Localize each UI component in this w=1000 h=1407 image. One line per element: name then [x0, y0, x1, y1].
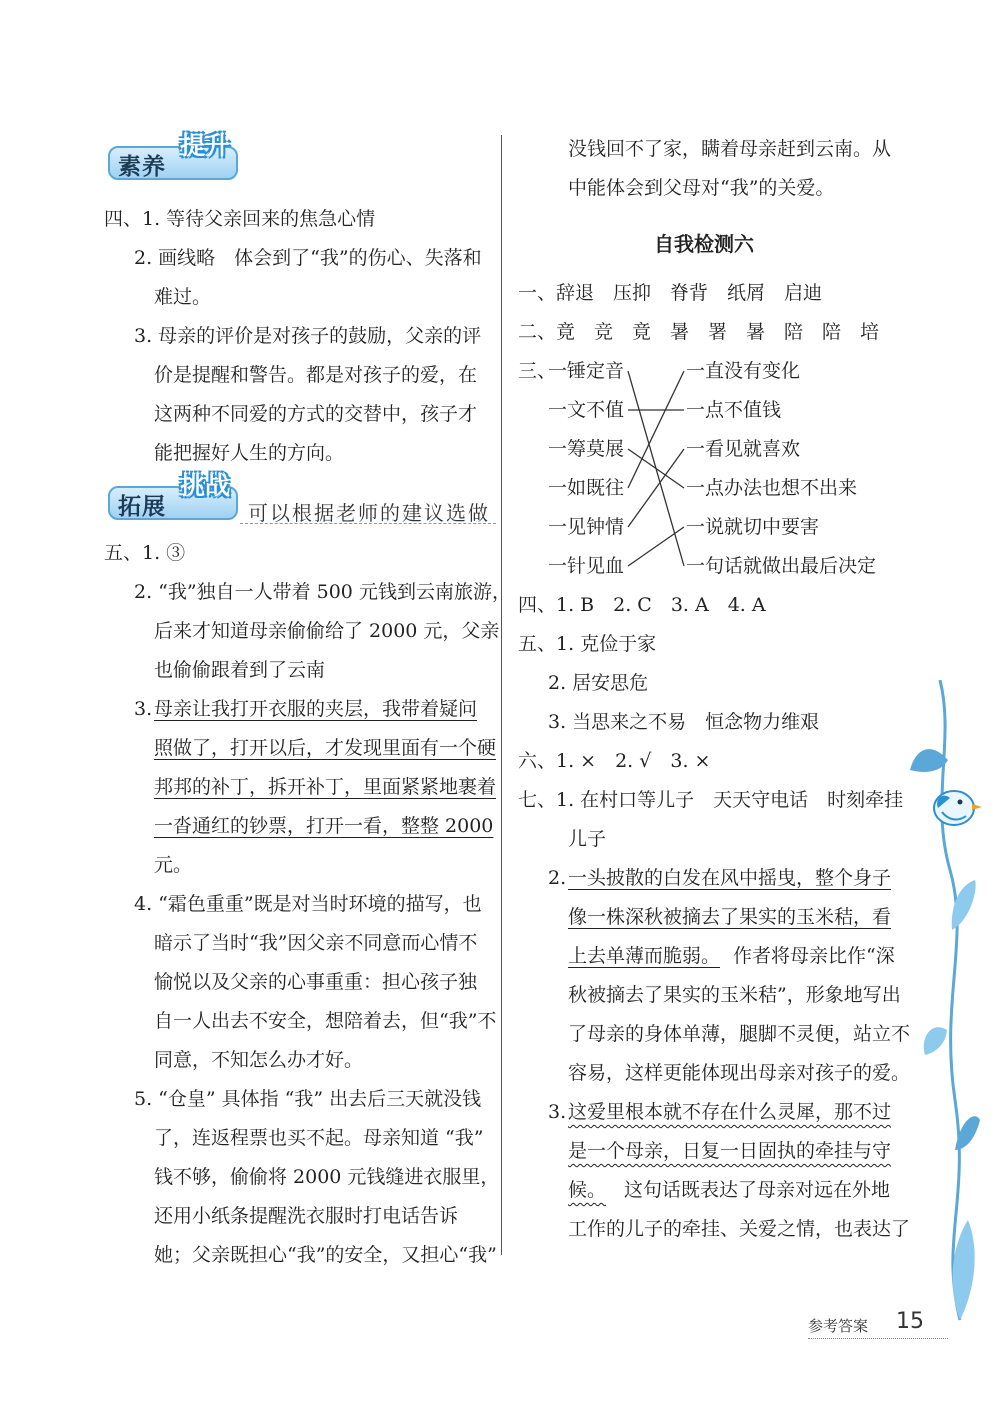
underlined-answer: 母亲让我打开衣服的夹层，我带着疑问	[154, 698, 478, 720]
answer-line: 七、1. 在村口等儿子 天天守电话 时刻牵挂	[518, 789, 904, 811]
answer-line-number: 3.	[134, 698, 153, 720]
match-left-item: 一如既往	[548, 477, 625, 499]
match-left-item: 一见钟情	[548, 516, 625, 538]
answer-line: 四、1. B 2. C 3. A 4. A	[518, 594, 766, 616]
badge-main-text: 素养	[118, 154, 166, 180]
answer-line: 一、辞退 压抑 脊背 纸屑 启迪	[518, 282, 823, 304]
answer-line: 儿子	[568, 828, 607, 850]
answer-line: 元。	[154, 854, 193, 876]
answer-line: 她；父亲既担心“我”的安全，又担心“我”	[154, 1244, 497, 1266]
tuozhan-tiaozhan-badge	[108, 471, 248, 520]
answer-line: 二、竟 竞 竟 暑 署 暑 陪 陪 培	[518, 321, 880, 343]
badge-main-text: 拓展	[118, 494, 166, 520]
answer-line: 同意，不知怎么办才好。	[154, 1049, 364, 1071]
answer-line: 价是提醒和警告。都是对孩子的爱，在	[154, 364, 478, 386]
underlined-answer: 像一株深秋被摘去了果实的玉米秸，看	[568, 906, 892, 928]
answer-line: 自一人出去不安全，想陪着去，但“我”不	[154, 1010, 497, 1032]
answer-line: 能把握好人生的方向。	[154, 442, 345, 464]
underlined-answer: 一头披散的白发在风中摇曳，整个身子	[568, 867, 892, 889]
match-connector	[628, 371, 684, 488]
answer-line: 没钱回不了家，瞒着母亲赶到云南。从	[568, 138, 892, 160]
answer-line: 中能体会到父母对“我”的关爱。	[568, 177, 835, 199]
footer-rule	[808, 1338, 948, 1339]
optional-hint: 可以根据老师的建议选做	[248, 501, 490, 525]
answer-line: 四、1. 等待父亲回来的焦急心情	[104, 208, 376, 230]
wavy-underlined-answer: 候。	[568, 1179, 607, 1201]
answer-line-number: 3.	[548, 1101, 567, 1123]
answer-line: 暗示了当时“我”因父亲不同意而心情不	[154, 932, 478, 954]
answer-line: 还用小纸条提醒洗衣服时打电话告诉	[154, 1205, 459, 1227]
match-right-item: 一句话就做出最后决定	[686, 555, 877, 577]
column-divider	[501, 135, 502, 1255]
answer-line: 这两种不同爱的方式的交替中，孩子才	[154, 403, 478, 425]
answer-line: 2. 画线略 体会到了“我”的伤心、失落和	[134, 247, 482, 269]
answer-line: 容易，这样更能体现出母亲对孩子的爱。	[568, 1062, 911, 1084]
underlined-answer: 一沓通红的钞票，打开一看，整整 2000	[154, 815, 494, 837]
answer-line: 了，连返程票也买不起。母亲知道 “我”	[154, 1127, 484, 1149]
answer-line: 工作的儿子的牵挂、关爱之情，也表达了	[568, 1218, 911, 1240]
suyang-tisheng-badge	[108, 131, 248, 180]
answer-line: 难过。	[154, 286, 212, 308]
footer-label: 参考答案	[808, 1317, 869, 1335]
answer-line: 后来才知道母亲偷偷给了 2000 元，父亲	[154, 620, 500, 642]
match-left-item: 一筹莫展	[548, 438, 625, 460]
section-heading: 自我检测六	[654, 232, 754, 256]
answer-line: 3. 当思来之不易 恒念物力维艰	[548, 711, 820, 733]
answer-line: 2. “我”独自一人带着 500 元钱到云南旅游，	[134, 581, 511, 603]
hint-rule	[240, 523, 496, 524]
match-right-item: 一点办法也想不出来	[686, 477, 858, 499]
match-connector	[628, 527, 684, 566]
match-connector	[628, 449, 684, 527]
match-right-item: 一直没有变化	[686, 360, 801, 382]
answer-line: 了母亲的身体单薄，腿脚不灵便，站立不	[568, 1023, 911, 1045]
match-left-item: 一锤定音	[548, 360, 625, 382]
answer-line: 也偷偷跟着到了云南	[154, 659, 326, 681]
match-right-item: 一点不值钱	[686, 399, 782, 421]
answer-line: 作者将母亲比作“深	[733, 945, 895, 967]
underlined-answer: 邦邦的补丁，拆开补丁，里面紧紧地裹着	[154, 776, 497, 798]
answer-line: 三、	[518, 360, 557, 382]
answer-line: 钱不够，偷偷将 2000 元钱缝进衣服里，	[154, 1166, 500, 1188]
badge-sub-text: 提升	[180, 131, 231, 160]
underlined-answer: 照做了，打开以后，才发现里面有一个硬	[154, 737, 497, 759]
wavy-underlined-answer: 这爱里根本就不存在什么灵犀，那不过	[568, 1101, 892, 1123]
match-left-item: 一针见血	[548, 555, 625, 577]
match-left-item: 一文不值	[548, 399, 625, 421]
answer-line: 秋被摘去了果实的玉米秸”，形象地写出	[568, 984, 901, 1006]
page-number: 15	[896, 1309, 924, 1334]
match-connector	[628, 449, 684, 488]
badge-sub-text: 挑战	[180, 471, 231, 500]
underlined-answer: 上去单薄而脆弱。	[568, 945, 721, 967]
answer-line: 3. 母亲的评价是对孩子的鼓励，父亲的评	[134, 325, 482, 347]
answer-line: 5. “仓皇” 具体指 “我” 出去后三天就没钱	[134, 1088, 482, 1110]
vine-decoration-icon	[900, 680, 1000, 1340]
answer-line: 2. 居安思危	[548, 672, 649, 694]
answer-line: 六、1. × 2. √ 3. ×	[518, 750, 711, 772]
wavy-underlined-answer: 是一个母亲，日复一日固执的牵挂与守	[568, 1140, 892, 1162]
bird-icon	[928, 780, 984, 830]
answer-line-number: 2.	[548, 867, 567, 889]
answer-line: 五、1. 克俭于家	[518, 633, 657, 655]
match-connector	[628, 371, 684, 566]
answer-line: 五、1. ③	[104, 542, 186, 564]
answer-line: 这句话既表达了母亲对远在外地	[624, 1179, 891, 1201]
match-right-item: 一看见就喜欢	[686, 438, 801, 460]
match-right-item: 一说就切中要害	[686, 516, 820, 538]
answer-line: 4. “霜色重重”既是对当时环境的描写，也	[134, 893, 482, 915]
answer-line: 愉悦以及父亲的心事重重：担心孩子独	[154, 971, 478, 993]
